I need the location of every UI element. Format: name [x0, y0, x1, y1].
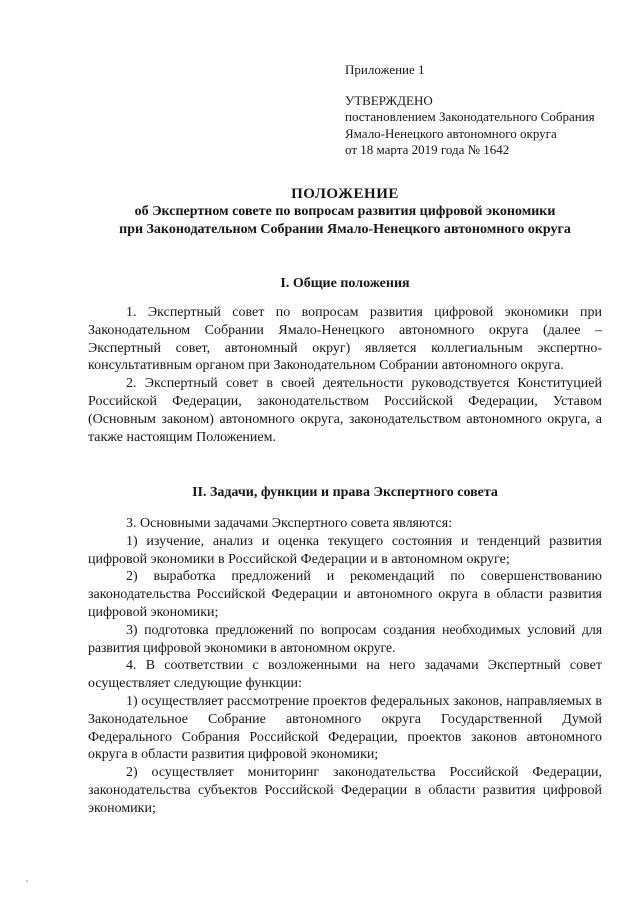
scan-dot [26, 880, 28, 882]
paragraph-4: 4. В соответствии с возложенными на него задачами Экспертный совет осуществляет следующие функции: [88, 658, 602, 692]
approval-block [345, 62, 625, 159]
paragraph-1: 1. Экспертный совет по вопросам развития цифровой экономики при Законодательном Собрании Ямало-Ненецкого автономного округа (далее – Экспертный совет, автономный округ) является коллегиальным экспертно-консультативным органом при Законодательном Собрании автономного округа. [88, 305, 602, 374]
section-1-body [88, 304, 602, 446]
section-1-heading: I. Общие положения [280, 276, 410, 291]
paragraph-3-item-2: 2) выработка предложений и рекомендаций по совершенствованию законодательства Российской Федерации и автономного округа в области развития цифровой экономики; [88, 569, 602, 620]
section-2-body [88, 515, 602, 818]
paragraph-4-item-1: 1) осуществляет рассмотрение проектов федеральных законов, направляемых в Законодательное Собрание автономного округа Государственной Думой Федерального Собрания Российской Федерации, проектов законов автономного округа в области развития цифровой экономики; [88, 693, 602, 763]
appendix-label: Приложение 1 [345, 62, 425, 77]
title-line-2: при Законодательном Собрании Ямало-Ненецкого автономного округа [119, 222, 571, 237]
approval-line-1: постановлением Законодательного Собрания [345, 109, 595, 124]
paragraph-3-item-3: 3) подготовка предложений по вопросам создания необходимых условий для развития цифровой экономики в автономном округе. [88, 622, 602, 656]
document-title [60, 185, 630, 239]
approved-label: УТВЕРЖДЕНО [345, 92, 433, 108]
paragraph-3-item-1: 1) изучение, анализ и оценка текущего состояния и тенденций развития цифровой экономики в Российской Федерации и в автономном округе; [88, 533, 602, 567]
paragraph-4-item-2: 2) осуществляет мониторинг законодательства Российской Федерации, законодательства субъектов Российской Федерации в области развития цифровой экономики; [88, 765, 602, 816]
title-main: ПОЛОЖЕНИЕ [291, 186, 399, 202]
approval-line-2: Ямало-Ненецкого автономного округа [345, 125, 557, 141]
section-2-heading: II. Задачи, функции и права Экспертного совета [192, 485, 498, 500]
paragraph-3: 3. Основными задачами Экспертного совета являются: [126, 516, 453, 531]
title-line-1: об Экспертном совете по вопросам развития цифровой экономики [134, 204, 556, 219]
paragraph-2: 2. Экспертный совет в своей деятельности руководствуется Конституцией Российской Федерации, законодательством Российской Федерации, Уставом (Основным законом) автономного округа, законодательством автономного округа, а также настоящим Положением. [88, 376, 602, 445]
approval-line-3: от 18 марта 2019 года № 1642 [345, 142, 510, 157]
